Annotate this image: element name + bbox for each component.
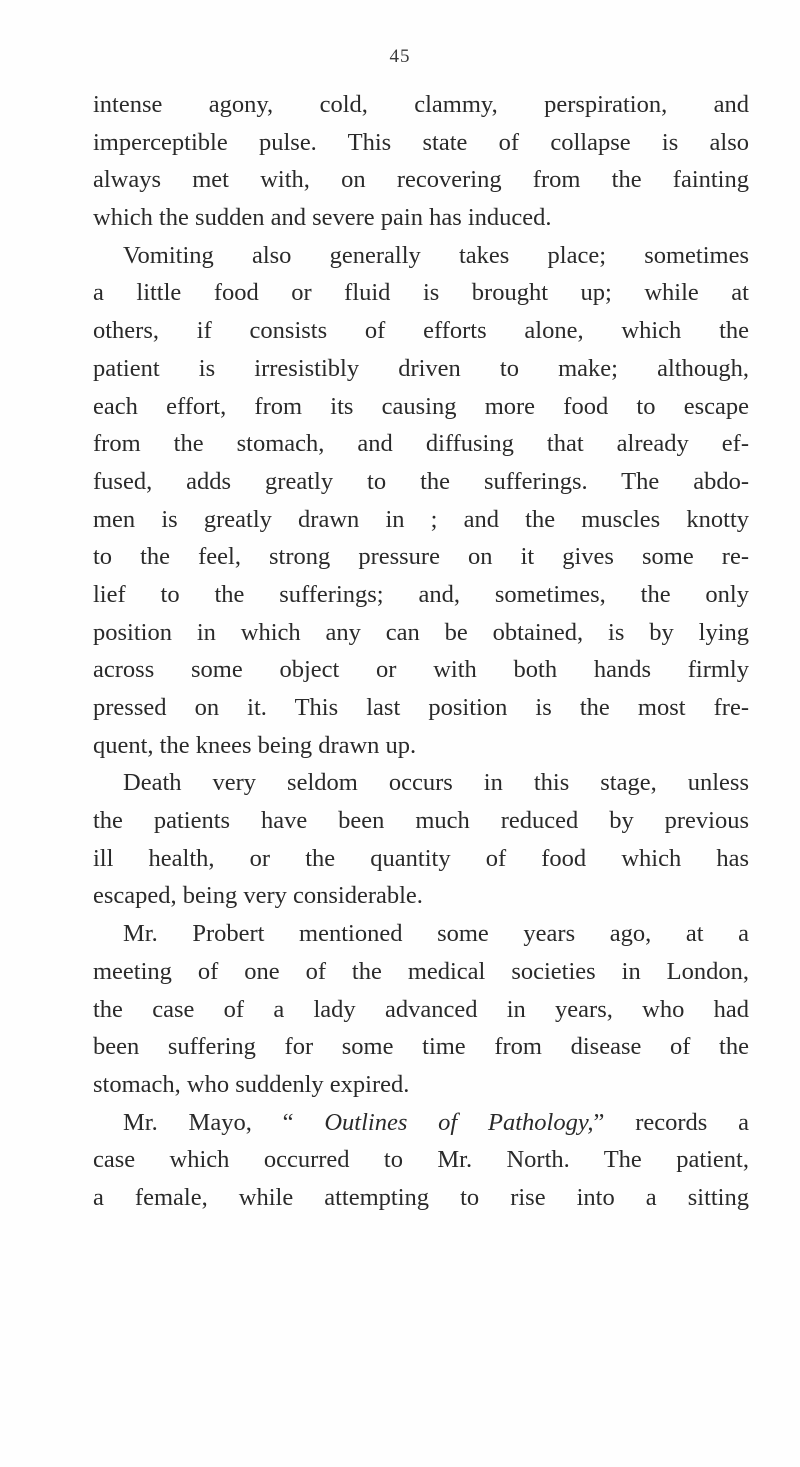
text-line: the case of a lady advanced in years, who had [93, 995, 749, 1023]
text-line: position in which any can be obtained, is by lying [93, 618, 749, 646]
text-line: meeting of one of the medical societies in London, [93, 957, 749, 985]
text-fragment: Mr. Mayo, “ [123, 1108, 325, 1136]
text-line: escaped, being very considerable. [93, 882, 423, 910]
text-line: quent, the knees being drawn up. [93, 731, 417, 759]
book-title: Outlines of Pathology, [324, 1108, 594, 1136]
text-line: case which occurred to Mr. North. The patient, [93, 1146, 749, 1174]
body-text [93, 86, 749, 1217]
page-number: 45 [389, 46, 411, 67]
text-line [93, 1104, 749, 1142]
text-fragment: ” records a [593, 1108, 749, 1136]
text-line: always met with, on recovering from the fainting [93, 166, 749, 194]
text-line: from the stomach, and diffusing that already ef- [93, 430, 749, 458]
text-line: ill health, or the quantity of food which has [93, 844, 749, 872]
text-line: stomach, who suddenly expired. [93, 1070, 410, 1098]
text-line: others, if consists of efforts alone, which the [93, 317, 749, 345]
text-line: imperceptible pulse. This state of collapse is also [93, 128, 749, 156]
text-line: a little food or fluid is brought up; while at [93, 279, 749, 307]
text-line: which the sudden and severe pain has induced. [93, 204, 552, 232]
text-line: lief to the sufferings; and, sometimes, the only [93, 580, 749, 608]
text-line: a female, while attempting to rise into a sitting [93, 1183, 749, 1211]
text-line: Mr. Probert mentioned some years ago, at a [123, 920, 749, 948]
text-line: patient is irresistibly driven to make; although, [93, 354, 749, 382]
text-line: intense agony, cold, clammy, perspiration, and [93, 91, 749, 118]
text-line: men is greatly drawn in ; and the muscles knotty [93, 505, 749, 533]
text-line: Death very seldom occurs in this stage, unless [123, 769, 749, 797]
text-line: to the feel, strong pressure on it gives some re- [93, 543, 749, 571]
text-line: been suffering for some time from disease of the [93, 1033, 749, 1061]
text-line: pressed on it. This last position is the most fre- [93, 694, 749, 721]
text-line: each effort, from its causing more food to escape [93, 392, 749, 420]
text-line: the patients have been much reduced by previous [93, 807, 749, 835]
text-line: fused, adds greatly to the sufferings. The abdo- [93, 467, 749, 495]
text-line: across some object or with both hands firmly [93, 656, 749, 684]
text-line: Vomiting also generally takes place; sometimes [123, 241, 749, 269]
